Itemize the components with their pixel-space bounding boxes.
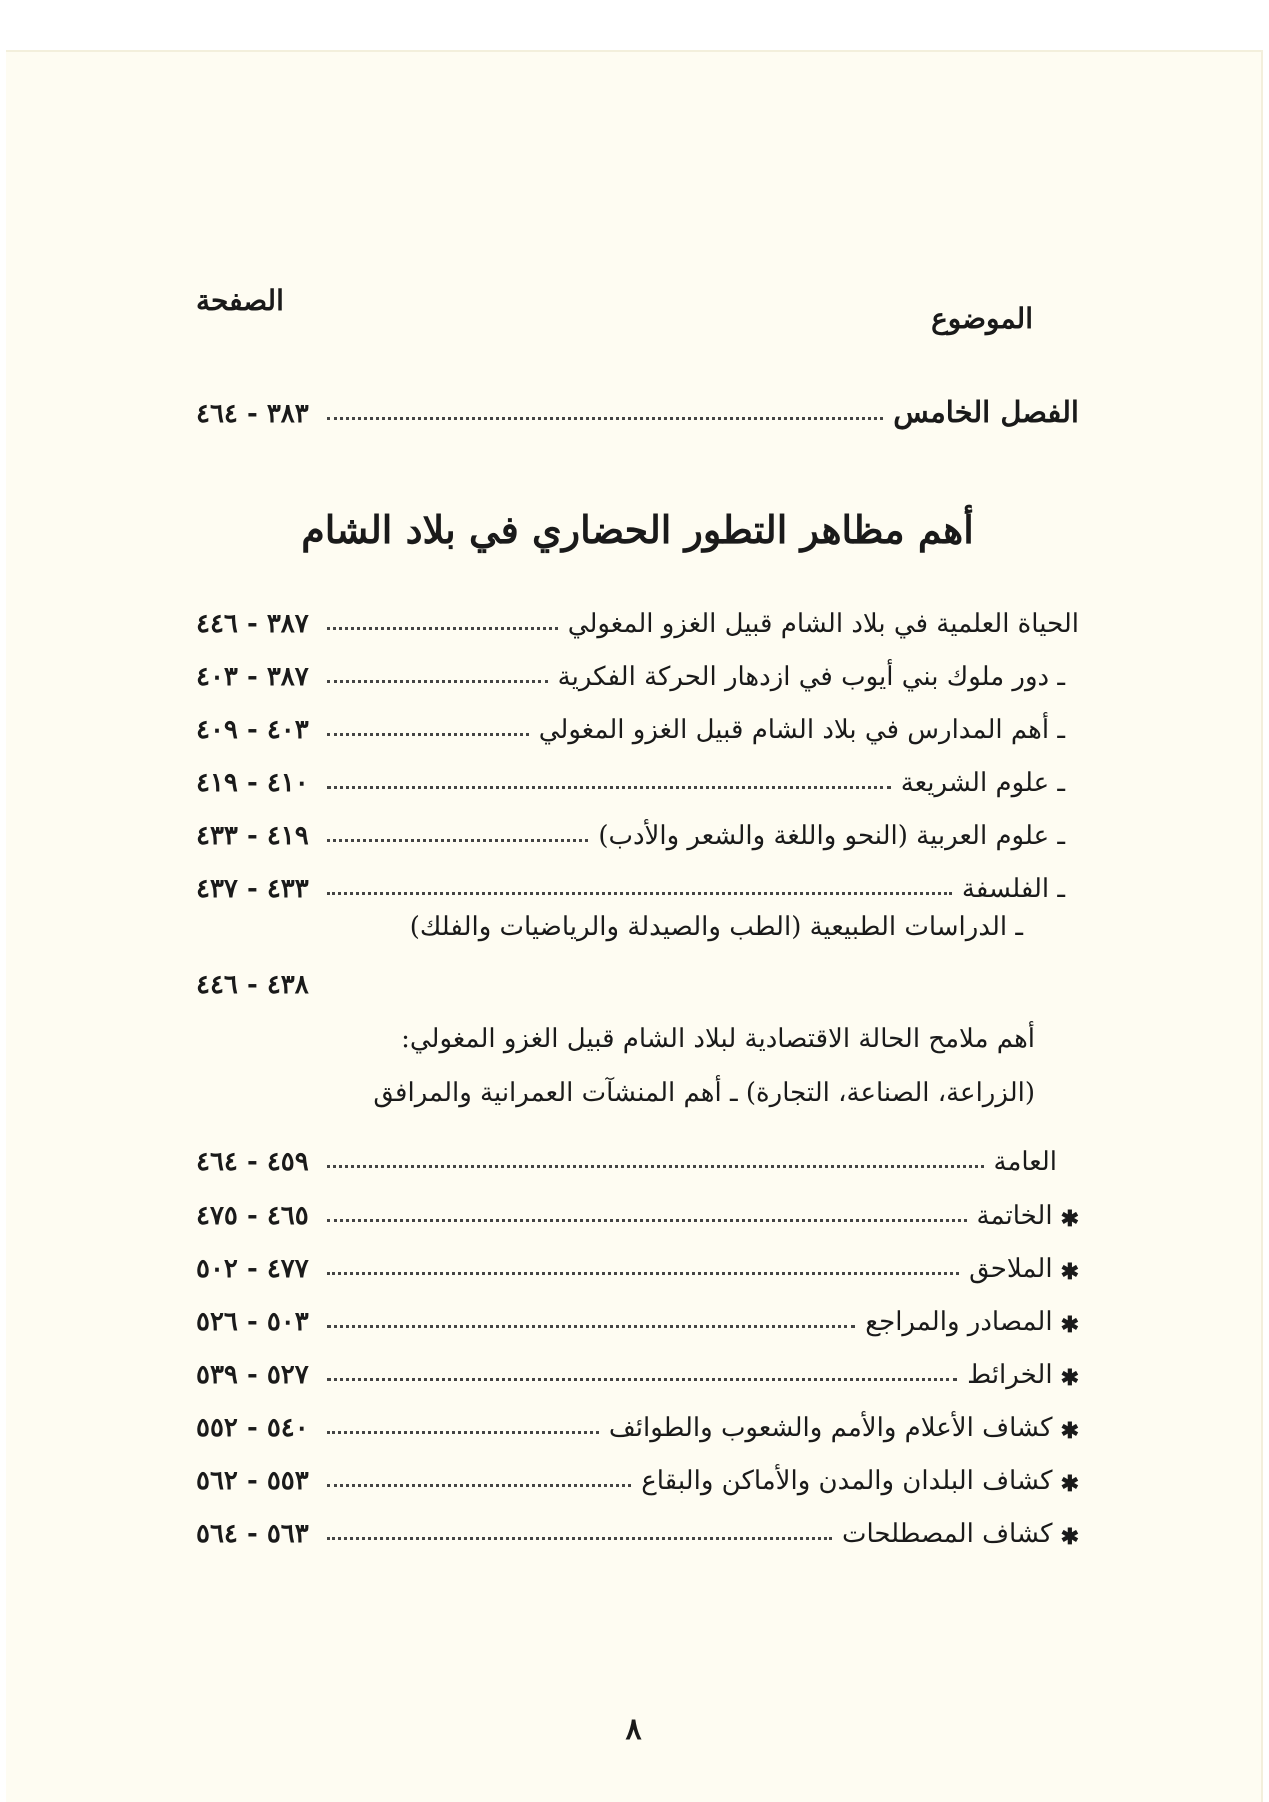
toc-entry (196, 584, 1079, 640)
entry-label: كشاف البلدان والمدن والأماكن والبقاع (641, 1465, 1053, 1496)
entry-label: كشاف الأعلام والأمم والشعوب والطوائف (608, 1412, 1053, 1443)
entry-label: ـ الفلسفة (961, 873, 1065, 904)
entry-pages: ٥٤٠ - ٥٥٢ (196, 1412, 309, 1443)
entry-pages: ٤٣٣ - ٤٣٧ (196, 873, 309, 904)
asterisk-icon: ✱ (1060, 1470, 1079, 1497)
entry-pages: ٤١٠ - ٤١٩ (196, 767, 309, 798)
entry-label: الحياة العلمية في بلاد الشام قبيل الغزو المغولي (567, 608, 1079, 639)
toc-entry (196, 796, 1079, 852)
entry-label: ـ أهم المدارس في بلاد الشام قبيل الغزو المغولي (538, 714, 1065, 745)
subject-header: الموضوع (931, 302, 1033, 335)
chapter-label: الفصل الخامس (893, 395, 1079, 430)
asterisk-icon: ✱ (1060, 1205, 1079, 1232)
leader-dots (327, 1377, 957, 1381)
leader-dots (327, 1483, 632, 1487)
leader-dots (327, 891, 952, 895)
entry-pages: ٥٥٣ - ٥٦٢ (196, 1465, 309, 1496)
appendix-entry (196, 1282, 1079, 1338)
entry-pages: ٤٧٧ - ٥٠٢ (196, 1253, 309, 1284)
appendix-entry (196, 1494, 1079, 1550)
leader-dots (327, 1430, 599, 1434)
page-number: ٨ (625, 1712, 642, 1747)
toc-entry (196, 743, 1079, 799)
appendix-entry (196, 1229, 1079, 1285)
book-page (6, 50, 1263, 1802)
entry-pages: ٥٠٣ - ٥٢٦ (196, 1306, 309, 1337)
economy-line-1: أهم ملامح الحالة الاقتصادية لبلاد الشام قبيل الغزو المغولي: (401, 1024, 1035, 1054)
natural-sciences-label: ـ الدراسات الطبيعية (الطب والصيدلة والرياضيات والفلك) (409, 912, 1023, 942)
chapter-pages: ٣٨٣ - ٤٦٤ (196, 398, 309, 429)
asterisk-icon: ✱ (1060, 1364, 1079, 1391)
leader-dots (327, 679, 548, 683)
leader-dots (327, 1218, 967, 1222)
economy-line-3: العامة (993, 1146, 1057, 1177)
economy-row (196, 1122, 1079, 1178)
leader-dots (327, 1164, 984, 1168)
entry-pages: ٣٨٧ - ٤٠٣ (196, 661, 309, 692)
asterisk-icon: ✱ (1060, 1311, 1079, 1338)
toc-entry (196, 849, 1079, 905)
entry-label: الخرائط (967, 1359, 1053, 1390)
entry-pages: ٤١٩ - ٤٣٣ (196, 820, 309, 851)
economy-pages: ٤٥٩ - ٤٦٤ (196, 1146, 309, 1177)
entry-label: ـ علوم العربية (النحو واللغة والشعر والأدب) (598, 820, 1065, 851)
entry-pages: ٥٦٣ - ٥٦٤ (196, 1518, 309, 1549)
leader-dots (327, 1536, 832, 1540)
page-header: الصفحة (196, 284, 284, 317)
entry-label: المصادر والمراجع (865, 1306, 1053, 1337)
appendix-entry (196, 1388, 1079, 1444)
appendix-entry (196, 1176, 1079, 1232)
asterisk-icon: ✱ (1060, 1417, 1079, 1444)
appendix-entry (196, 1441, 1079, 1497)
asterisk-icon: ✱ (1060, 1523, 1079, 1550)
entry-pages: ٤٠٣ - ٤٠٩ (196, 714, 309, 745)
leader-dots (327, 1324, 856, 1328)
entry-label: الملاحق (969, 1253, 1053, 1284)
economy-line-2: (الزراعة، الصناعة، التجارة) ـ أهم المنشآت العمرانية والمرافق (373, 1078, 1035, 1108)
entry-pages: ٥٢٧ - ٥٣٩ (196, 1359, 309, 1390)
leader-dots (327, 732, 529, 736)
appendix-entry (196, 1335, 1079, 1391)
asterisk-icon: ✱ (1060, 1258, 1079, 1285)
leader-dots (327, 1271, 959, 1275)
leader-dots (327, 838, 589, 842)
toc-entry (196, 637, 1079, 693)
section-title: أهم مظاهر التطور الحضاري في بلاد الشام (301, 507, 974, 552)
entry-label: كشاف المصطلحات (842, 1518, 1053, 1549)
leader-dots (327, 416, 884, 420)
leader-dots (327, 626, 558, 630)
entry-label: ـ علوم الشريعة (900, 767, 1065, 798)
entry-label: ـ دور ملوك بني أيوب في ازدهار الحركة الفكرية (557, 661, 1065, 692)
entry-pages: ٣٨٧ - ٤٤٦ (196, 608, 309, 639)
entry-pages: ٤٦٥ - ٤٧٥ (196, 1200, 309, 1231)
leader-dots (327, 785, 891, 789)
natural-sciences-pages: ٤٣٨ - ٤٤٦ (196, 970, 309, 1000)
chapter-row (196, 374, 1079, 430)
entry-label: الخاتمة (976, 1200, 1053, 1231)
toc-entry (196, 690, 1079, 746)
